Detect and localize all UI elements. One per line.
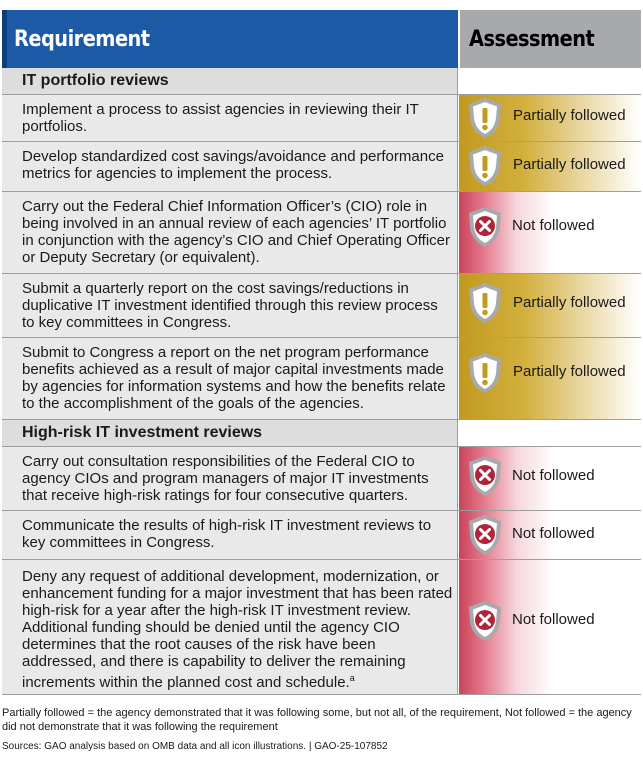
- status-label: Partially followed: [513, 363, 626, 380]
- requirement-text: Submit a quarterly report on the cost savings/reductions in duplicative IT investment identified through this review process to key committees in Congress.: [22, 280, 438, 331]
- requirement-text: Deny any request of additional development, modernization, or enhancement funding for a major investment that has been rated high-risk for a year after the high-risk IT investment review. Additional funding should be denied until the agency CIO determines that the root causes of the risk have been addressed, and there is capability to deliver the remaining increments within the planned cost and schedule.$^a$: [22, 568, 453, 691]
- status-label: Not followed: [512, 217, 595, 234]
- exclamation-shield-icon: [467, 97, 503, 139]
- table-row: [2, 95, 641, 142]
- requirements-table: [2, 10, 641, 695]
- x-shield-icon: [467, 514, 503, 556]
- assessment-header-label: Assessment: [469, 27, 595, 52]
- requirement-text: Implement a process to assist agencies in reviewing their IT portfolios.: [22, 101, 419, 135]
- table-row: [2, 142, 641, 192]
- status-label: Not followed: [512, 611, 595, 628]
- section-label-cell: [2, 68, 458, 94]
- legend-note: Partially followed = the agency demonstrated that it was following some, but not all, of the requirement, Not followed = the agency did not demonstrate that it was following the requirement: [2, 707, 632, 733]
- assessment-column-header: [460, 10, 641, 68]
- section-label-cell: [2, 420, 458, 446]
- table-row: [2, 192, 641, 274]
- assessment-cell: [459, 560, 641, 694]
- status-label: Partially followed: [513, 107, 626, 124]
- table-row: [2, 511, 641, 560]
- requirement-cell: [2, 560, 458, 694]
- x-shield-icon: [467, 455, 503, 497]
- section-header: [2, 420, 641, 447]
- assessment-cell: [459, 447, 641, 510]
- footnote-mark: a: [349, 673, 355, 683]
- status-label: Not followed: [512, 525, 595, 542]
- requirement-cell: [2, 192, 458, 273]
- assessment-cell: [459, 338, 641, 419]
- status-label: Partially followed: [513, 294, 626, 311]
- requirement-text: Communicate the results of high-risk IT investment reviews to key committees in Congress.: [22, 517, 432, 551]
- section-header: [2, 68, 641, 95]
- table-row: [2, 560, 641, 695]
- requirement-cell: [2, 142, 458, 191]
- requirement-header-label: Requirement: [14, 27, 150, 52]
- header-accent-bar: [2, 10, 7, 68]
- requirement-cell: [2, 95, 458, 141]
- exclamation-shield-icon: [467, 282, 503, 324]
- assessment-cell: [459, 142, 641, 191]
- requirement-text: Develop standardized cost savings/avoidance and performance metrics for agencies to implement the process.: [22, 148, 444, 182]
- sources-note: Sources: GAO analysis based on OMB data and all icon illustrations. | GAO-25-107852: [2, 741, 388, 752]
- assessment-cell: [459, 511, 641, 559]
- requirement-cell: [2, 274, 458, 337]
- assessment-cell: [459, 95, 641, 141]
- requirement-cell: [2, 447, 458, 510]
- table-row: [2, 447, 641, 511]
- x-shield-icon: [467, 600, 503, 642]
- requirement-cell: [2, 511, 458, 559]
- requirement-text: Submit to Congress a report on the net program performance benefits achieved as a result of major capital investments made by agencies for information systems and how the benefits relate to the accomplishment of the goals of the agencies.: [22, 344, 446, 412]
- status-label: Not followed: [512, 467, 595, 484]
- requirement-text: Carry out the Federal Chief Information Officer’s (CIO) role in being involved in an annual review of each agencies’ IT portfolio in conjunction with the agency’s CIO and Chief Operating Officer or Deputy Secretary (or equivalent).: [22, 198, 451, 266]
- x-shield-icon: [467, 206, 503, 248]
- requirement-text: Carry out consultation responsibilities of the Federal CIO to agency CIOs and program managers of major IT investments that receive high-risk ratings for four consecutive quarters.: [22, 453, 429, 504]
- section-title: IT portfolio reviews: [22, 72, 169, 89]
- status-label: Partially followed: [513, 156, 626, 173]
- table-header: [2, 10, 641, 68]
- table-row: [2, 274, 641, 338]
- section-title: High-risk IT investment reviews: [22, 424, 263, 441]
- assessment-cell: [459, 274, 641, 337]
- assessment-cell: [459, 192, 641, 273]
- exclamation-shield-icon: [467, 145, 503, 187]
- requirement-column-header: [2, 10, 460, 68]
- table-row: [2, 338, 641, 420]
- requirement-cell: [2, 338, 458, 419]
- exclamation-shield-icon: [467, 352, 503, 394]
